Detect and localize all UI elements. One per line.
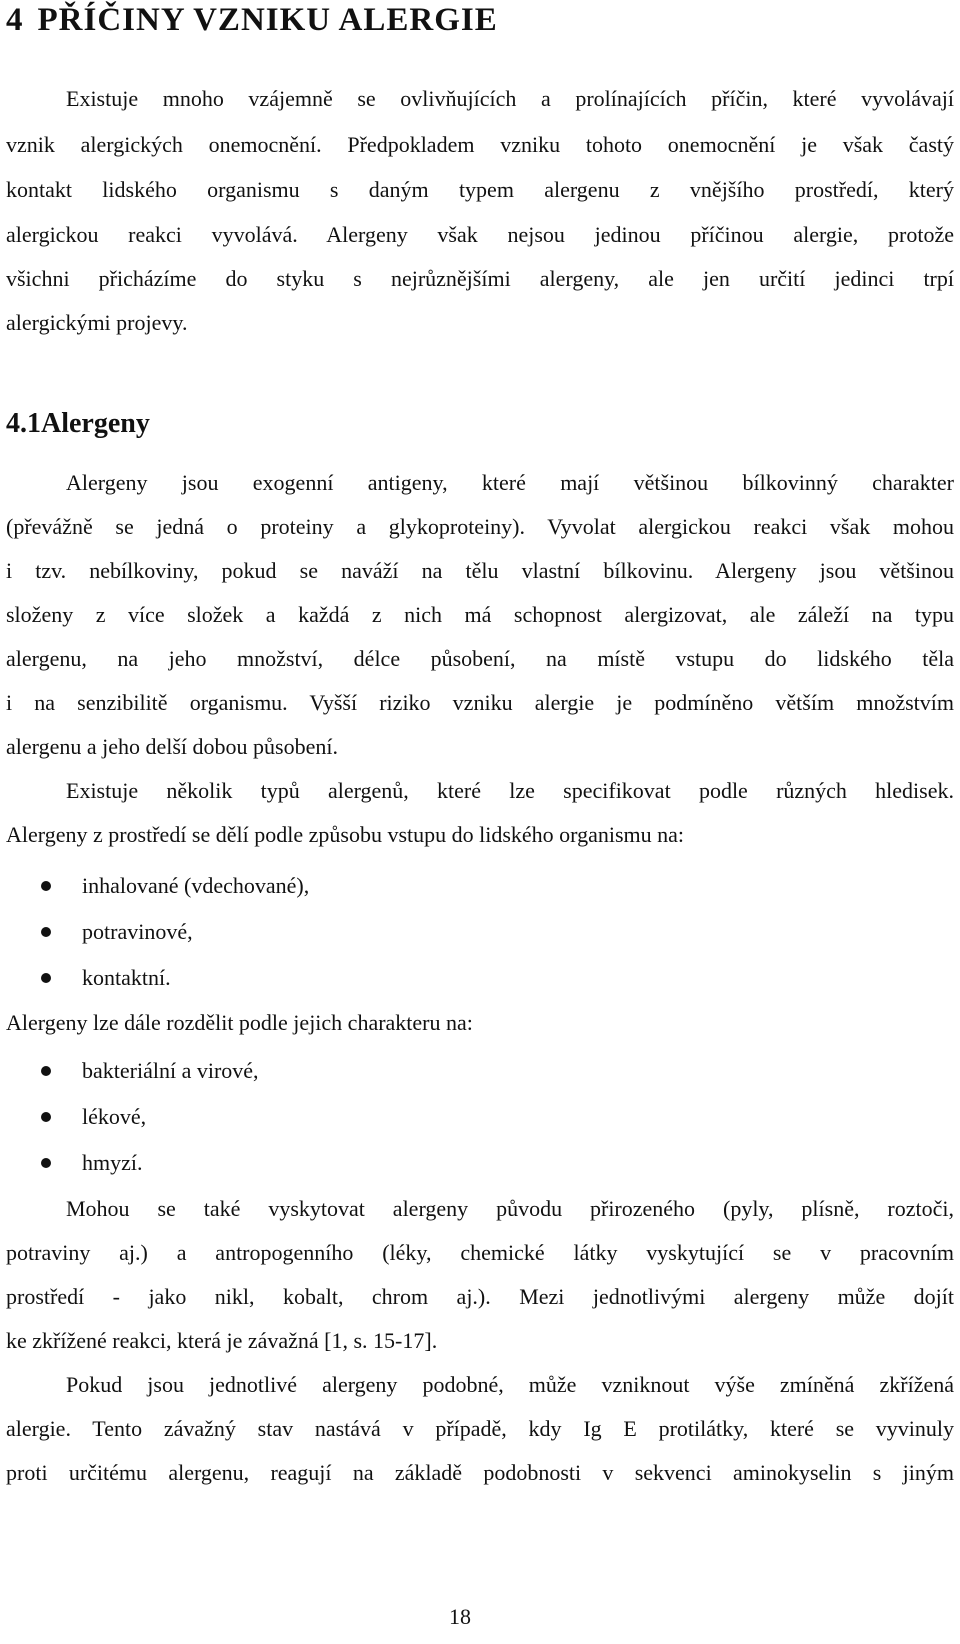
text-line: Existuje několik typů alergenů, které lze specifikovat podle různých hledisek. bbox=[66, 778, 954, 803]
text-line: Mohou se také vyskytovat alergeny původu přirozeného (pyly, plísně, roztoči, bbox=[66, 1196, 954, 1221]
section-title: Alergeny bbox=[41, 408, 150, 439]
list-item-text: kontaktní. bbox=[82, 965, 171, 990]
text-line: prostředí - jako nikl, kobalt, chrom aj.). Mezi jednotlivými alergeny může dojít bbox=[6, 1284, 954, 1309]
text-line: potraviny aj.) a antropogenního (léky, chemické látky vyskytující se v pracovním bbox=[6, 1240, 954, 1265]
list-item-text: bakteriální a virové, bbox=[82, 1058, 259, 1083]
list-item-text: hmyzí. bbox=[82, 1150, 143, 1175]
text-line: vznik alergických onemocnění. Předpokladem vzniku tohoto onemocnění je však častý bbox=[6, 132, 954, 157]
text-line: alergickou reakci vyvolává. Alergeny však nejsou jedinou příčinou alergie, protože bbox=[6, 222, 954, 247]
chapter-title: PŘÍČINY VZNIKU ALERGIE bbox=[37, 2, 498, 38]
text-line: i na senzibilitě organismu. Vyšší riziko vzniku alergie je podmíněno větším množstvím bbox=[6, 690, 954, 715]
list-item-text: potravinové, bbox=[82, 919, 193, 944]
chapter-heading bbox=[6, 2, 498, 39]
text-line: (převážně se jedná o proteiny a glykoproteiny). Vyvolat alergickou reakci však mohou bbox=[6, 514, 954, 539]
bullet-icon bbox=[41, 973, 51, 983]
text-line: všichni přicházíme do styku s nejrůznějšími alergeny, ale jen určití jedinci trpí bbox=[6, 266, 954, 291]
chapter-number: 4 bbox=[6, 2, 24, 38]
list-item-text: inhalované (vdechované), bbox=[82, 873, 310, 898]
bullet-icon bbox=[41, 1158, 51, 1168]
text-line: Alergeny jsou exogenní antigeny, které mají většinou bílkovinný charakter bbox=[66, 470, 954, 495]
text-line: Pokud jsou jednotlivé alergeny podobné, může vzniknout výše zmíněná zkřížená bbox=[66, 1372, 954, 1397]
text-line: alergickými projevy. bbox=[6, 310, 188, 335]
section-number: 4.1 bbox=[6, 408, 41, 439]
page-number: 18 bbox=[449, 1604, 471, 1629]
text-line: kontakt lidského organismu s daným typem alergenu z vnějšího prostředí, který bbox=[6, 177, 954, 202]
text-line: proti určitému alergenu, reagují na základě podobnosti v sekvenci aminokyselin s jiným bbox=[6, 1460, 954, 1485]
text-line: Existuje mnoho vzájemně se ovlivňujících a prolínajících příčin, které vyvolávají bbox=[66, 86, 954, 111]
text-line: alergenu, na jeho množství, délce působení, na místě vstupu do lidského těla bbox=[6, 646, 954, 671]
bullet-icon bbox=[41, 1066, 51, 1076]
bullet-icon bbox=[41, 881, 51, 891]
section-heading bbox=[6, 408, 150, 440]
paragraph-allergen-character: Alergeny lze dále rozdělit podle jejich charakteru na: bbox=[6, 1010, 473, 1035]
list-item-text: lékové, bbox=[82, 1104, 147, 1129]
text-line: i tzv. nebílkoviny, pokud se naváží na tělu vlastní bílkovinu. Alergeny jsou většinou bbox=[6, 558, 954, 583]
text-line: alergie. Tento závažný stav nastává v případě, kdy Ig E protilátky, které se vyvinuly bbox=[6, 1416, 954, 1441]
text-line: ke zkřížené reakci, která je závažná [1, s. 15-17]. bbox=[6, 1328, 438, 1353]
text-line: Alergeny z prostředí se dělí podle způsobu vstupu do lidského organismu na: bbox=[6, 822, 685, 847]
text-line: alergenu a jeho delší dobou působení. bbox=[6, 734, 338, 759]
bullet-icon bbox=[41, 1112, 51, 1122]
text-line: složeny z více složek a každá z nich má schopnost alergizovat, ale záleží na typu bbox=[6, 602, 954, 627]
bullet-icon bbox=[41, 927, 51, 937]
